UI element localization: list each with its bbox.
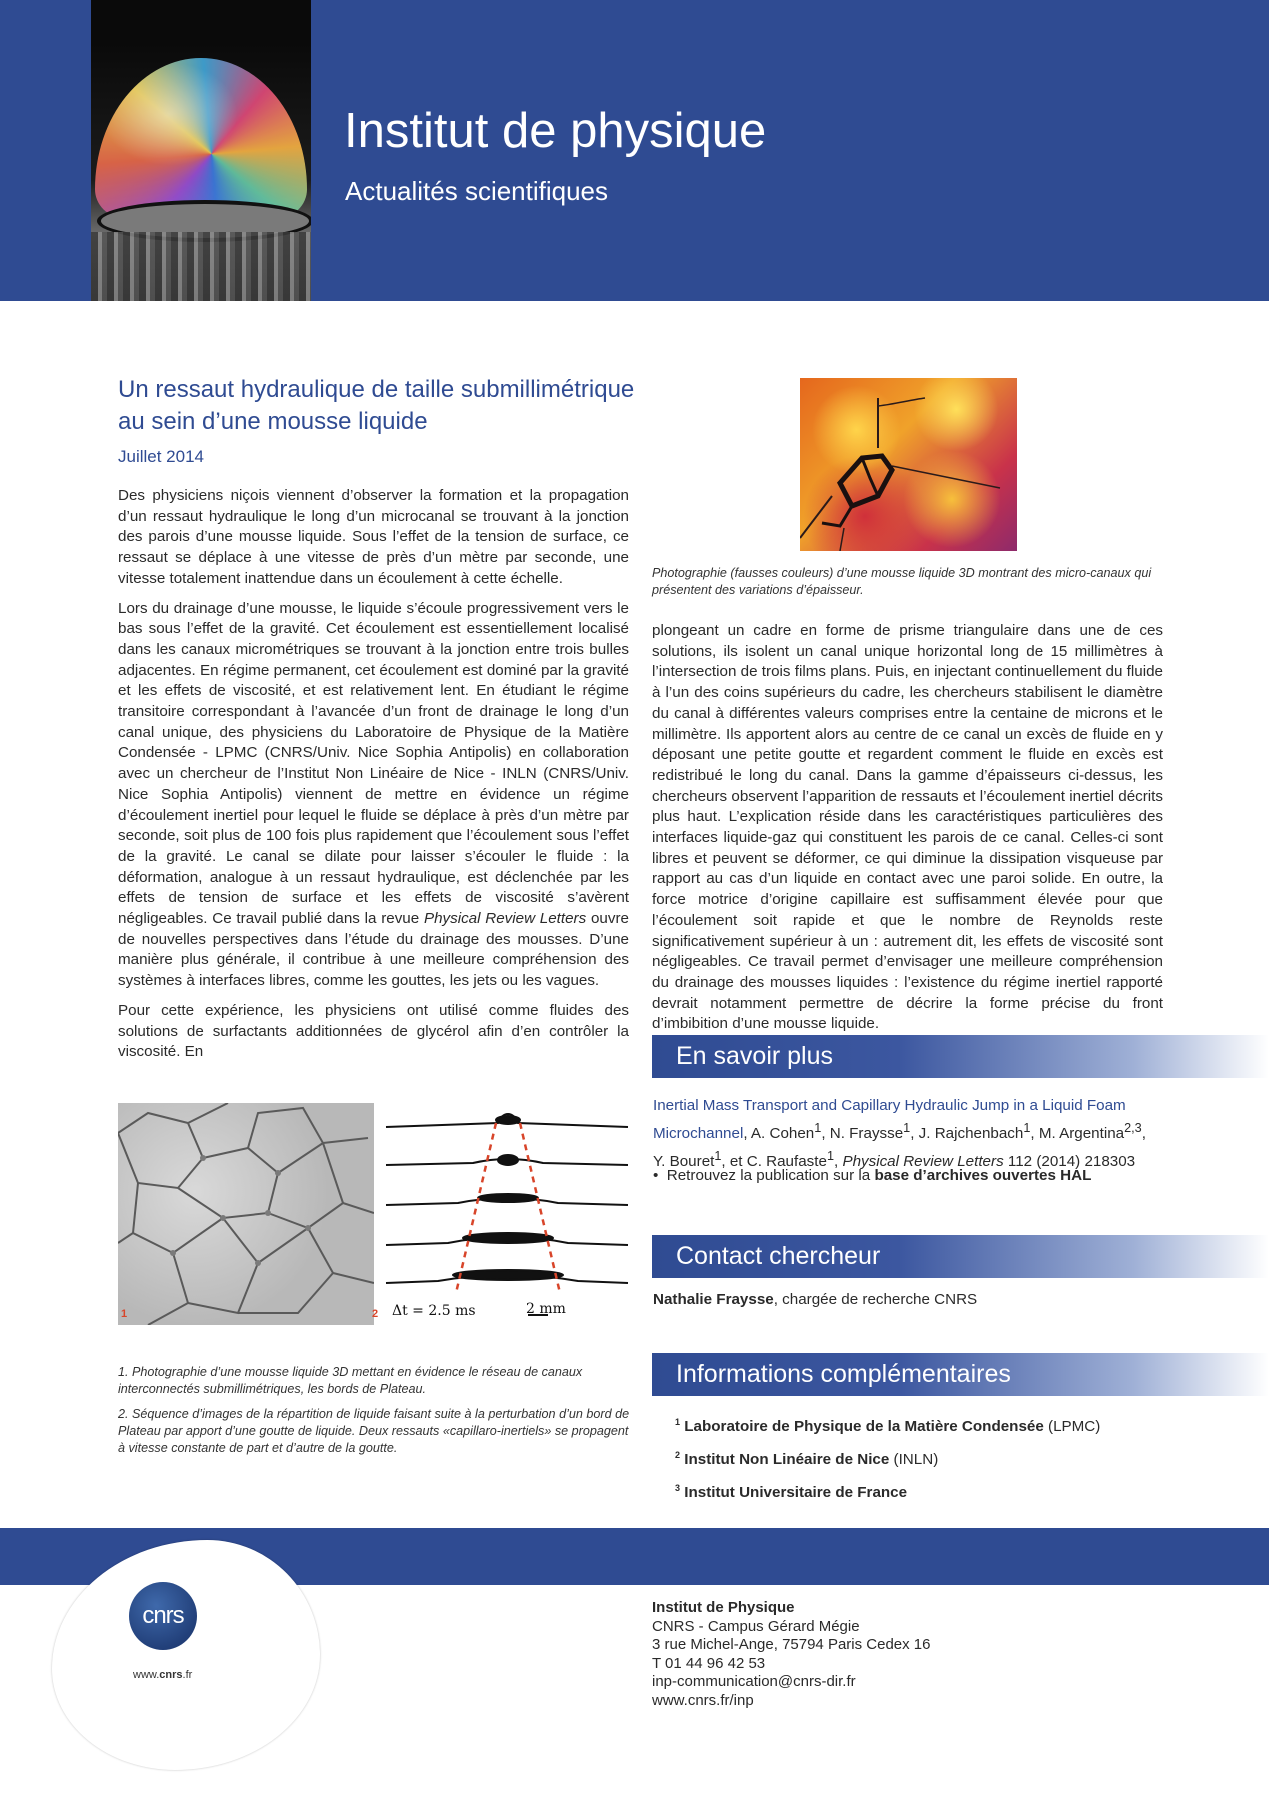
- paragraph-intro: Des physiciens niçois viennent d’observer la formation et la propagation d’un ressaut hydraulique le long d’un microcanal se trouvant à la jonction des parois d’une mousse liquide. Sous l’effet de la tension de surface, ce ressaut se déplace à une vitesse de près d’un mètre par seconde, une vitesse totalement inattendue dans un écoulement à cette échelle.: [118, 487, 629, 587]
- address-line: 3 rue Michel-Ange, 75794 Paris Cedex 16: [652, 1636, 931, 1653]
- affiliation-name: Institut Non Linéaire de Nice: [684, 1451, 890, 1469]
- affiliation-number: 1: [675, 1417, 681, 1427]
- affiliation-name: Institut Universitaire de France: [684, 1484, 908, 1502]
- affiliation-sup: 1: [814, 1121, 822, 1135]
- paragraph-main: [118, 599, 629, 992]
- journal-name: Physical Review Letters: [842, 1153, 1004, 1171]
- address-line: CNRS - Campus Gérard Mégie: [652, 1617, 860, 1635]
- email-link[interactable]: inp-communication@cnrs-dir.fr: [652, 1673, 856, 1690]
- section-contact: [652, 1235, 1269, 1278]
- bullet-icon: •: [653, 1167, 667, 1184]
- figure-label-2: 2: [372, 1308, 379, 1320]
- affiliation-sup: 1: [714, 1149, 722, 1164]
- header-banner: [0, 0, 1269, 301]
- section-title-infos: Informations complémentaires: [676, 1360, 1011, 1388]
- address-title: Institut de Physique: [652, 1599, 795, 1616]
- false-color-foam-photo: [800, 378, 1017, 551]
- author-rajchenbach: , J. Rajchenbach: [910, 1125, 1024, 1143]
- author-cohen: , A. Cohen: [743, 1125, 815, 1143]
- journal-inline: Physical Review Letters: [423, 910, 587, 928]
- article-title: Un ressaut hydraulique de taille submillimétrique au sein d’une mousse liquide: [118, 376, 635, 435]
- article-date: Juillet 2014: [118, 447, 205, 466]
- foam-network-photo: [118, 1103, 374, 1325]
- footer-address: [652, 1599, 931, 1710]
- bubble-dome: [95, 58, 307, 218]
- affiliation-sup: 2,3: [1124, 1121, 1142, 1135]
- caption-figure-1: 1. Photographie d’une mousse liquide 3D mettant en évidence le réseau de canaux interconnectés submillimétriques, les bords de Plateau.: [118, 1365, 583, 1396]
- section-en-savoir-plus: [652, 1035, 1269, 1078]
- author-fraysse: , N. Fraysse: [821, 1125, 904, 1143]
- figure-label-1: 1: [121, 1308, 128, 1320]
- site-subtitle: Actualités scientifiques: [345, 176, 609, 206]
- url-suffix: .fr: [182, 1669, 193, 1681]
- affiliation-abbr: (INLN): [889, 1451, 939, 1469]
- url-bold: cnrs: [159, 1669, 183, 1681]
- publication-reference: Inertial Mass Transport and Capillary Hydraulic Jump in a Liquid Foam Microchannel, A. Cohen$^1$, N. Fraysse$^1$, J. Rajchenbach$^1$, M. Argentina$^{2,3}$, Y. Bouret$^1$, et C. Raufaste$^1$, Physical Review Letters 112 (2014) 218303: [653, 1097, 1146, 1171]
- site-title: Institut de physique: [344, 104, 767, 158]
- affiliation-number: 2: [675, 1450, 681, 1461]
- scale-bar-label: 2 mm: [526, 1301, 566, 1317]
- affiliation-sup: 1: [826, 1149, 834, 1164]
- affiliation-name: Laboratoire de Physique de la Matière Condensée: [684, 1418, 1044, 1436]
- left-column-text: [118, 486, 629, 1072]
- contact-name: Nathalie Fraysse: [653, 1291, 774, 1308]
- affiliation-item: [675, 1441, 1100, 1474]
- paragraph-main-tail: ouvre de nouvelles perspectives dans l’étude du drainage des mousses. D’une manière plus générale, il contribue à une meilleure compréhension des systèmes à interfaces libres, comme les gouttes, les jets ou les vagues.: [118, 910, 629, 990]
- soap-bubble-photo: [91, 0, 311, 301]
- hal-archive-bullet: [653, 1167, 1091, 1184]
- drop-sequence-image: [372, 1103, 634, 1325]
- citation-details: 112 (2014) 218303: [1003, 1153, 1136, 1171]
- affiliation-item: [675, 1408, 1100, 1441]
- phone-number: T 01 44 96 42 53: [652, 1654, 766, 1672]
- affiliation-number: 3: [675, 1483, 681, 1494]
- caption-figure-2: 2. Séquence d’images de la répartition de liquide faisant suite à la perturbation d’un bord de Plateau par apport d’une goutte de liquide. Deux ressauts «capillaro-inertiels» se propagent à vitesse constante de part et d’autre de la goutte.: [118, 1407, 630, 1455]
- author-argentina: , M. Argentina: [1030, 1125, 1125, 1143]
- section-title-contact: Contact chercheur: [676, 1242, 881, 1270]
- author-raufaste: , et C. Raufaste: [721, 1153, 827, 1171]
- affiliation-sup: 1: [903, 1121, 911, 1135]
- contact-researcher: [653, 1291, 977, 1308]
- right-column-text: [652, 621, 1163, 1044]
- paragraph-continuation: plongeant un cadre en forme de prisme triangulaire dans une de ces solutions, ils isolent un canal unique horizontal long de 15 millimètres à l’intersection de trois films plans. Puis, en injectant continuellement du fluide à l’un des coins supérieurs du cadre, les chercheurs stabilisent le diamètre du canal à différentes valeurs comprises entre la centaine de microns et le millimètre. Ils apportent alors au centre de ce canal un excès de fluide en y déposant une petite goutte et regardent comment le fluide en excès est redistribué le long du canal. Dans la gamme d’épaisseurs ci-dessus, les chercheurs observent l’apparition de ressauts et l’écoulement inertiel décrits plus haut. L’explication réside dans les caractéristiques particulières des interfaces liquide-gaz qui constituent les parois de ce canal. Celles-ci sont libres et peuvent se déformer, ce qui diminue la dissipation visqueuse par rapport au cas d’un liquide en contact avec une paroi solide. En outre, la force motrice d’origine capillaire est suffisamment élevée pour que l’écoulement soit rapide et que le nombre de Reynolds reste significativement supérieur à un : autrement dit, les effets de viscosité sont négligeables. Ce travail permet d’envisager une meilleure compréhension du drainage des mousses liquides : l’existence du régime inertiel rapporté devrait notamment permettre de décrire la forme précise du front d’imbibition d’une mousse liquide.: [652, 622, 1163, 1033]
- foam-cells-drawing: [118, 1103, 374, 1325]
- affiliations-list: [675, 1408, 1100, 1507]
- affiliation-abbr: (LPMC): [1043, 1418, 1101, 1436]
- foam-channels-drawing: [800, 378, 1017, 551]
- bottom-figure-captions: [118, 1364, 638, 1465]
- cnrs-logo: cnrs: [129, 1582, 197, 1650]
- url-prefix: www.: [133, 1669, 160, 1681]
- section-title-en-savoir-plus: En savoir plus: [676, 1042, 834, 1070]
- section-infos: [652, 1353, 1269, 1396]
- contact-role: , chargée de recherche CNRS: [773, 1291, 978, 1308]
- bubble-base: [91, 232, 311, 301]
- author-bouret: , Y. Bouret: [653, 1125, 1146, 1171]
- affiliation-sup: 1: [1023, 1121, 1031, 1135]
- hal-bullet-prefix: Retrouvez la publication sur la: [666, 1167, 875, 1184]
- time-step-label: Δt = 2.5 ms: [392, 1303, 476, 1319]
- publication-title-link[interactable]: Inertial Mass Transport and Capillary Hydraulic Jump in a Liquid Foam Microchannel: [653, 1097, 1126, 1143]
- paragraph-experiment: Pour cette expérience, les physiciens ont utilisé comme fluides des solutions de surfactants additionnées de glycérol afin d’en contrôler la viscosité. En: [118, 1001, 629, 1061]
- hal-archive-link[interactable]: base d’archives ouvertes HAL: [874, 1167, 1092, 1184]
- affiliation-item: [675, 1474, 1100, 1507]
- paragraph-main-body: Lors du drainage d’une mousse, le liquide s’écoule progressivement vers le bas sous l’effet de la gravité. Cet écoulement est essentiellement localisé dans les canaux micrométriques se trouvant à la jonction entre trois bulles adjacentes. En régime permanent, cet écoulement est dominé par la gravité et les effets de viscosité, et est relativement lent. En étudiant le régime transitoire correspondant à l’avancée d’un front de drainage le long d’un canal unique, des physiciens du Laboratoire de Physique de la Matière Condensée - LPMC (CNRS/Univ. Nice Sophia Antipolis) en collaboration avec un chercheur de l’Institut Non Linéaire de Nice - INLN (CNRS/Univ. Nice Sophia Antipolis) viennent de mettre en évidence un régime d’écoulement inertiel pour lequel le fluide se déplace à près d’un mètre par seconde, soit plus de 100 fois plus rapidement que l’écoulement sous l’effet de la gravité. Le canal se dilate pour laisser s’écouler le fluide : la déformation, analogue à un ressaut hydraulique, est déclenchée par les effets de tension de surface et les effets de viscosité s’avèrent négligeables. Ce travail publié dans la revue: [118, 599, 629, 928]
- cnrs-url[interactable]: [133, 1669, 192, 1681]
- drop-sequence-drawing: [378, 1103, 634, 1325]
- website-link[interactable]: www.cnrs.fr/inp: [652, 1691, 754, 1709]
- top-figure-caption: Photographie (fausses couleurs) d’une mousse liquide 3D montrant des micro-canaux qui présentent des variations d’épaisseur.: [652, 566, 1152, 597]
